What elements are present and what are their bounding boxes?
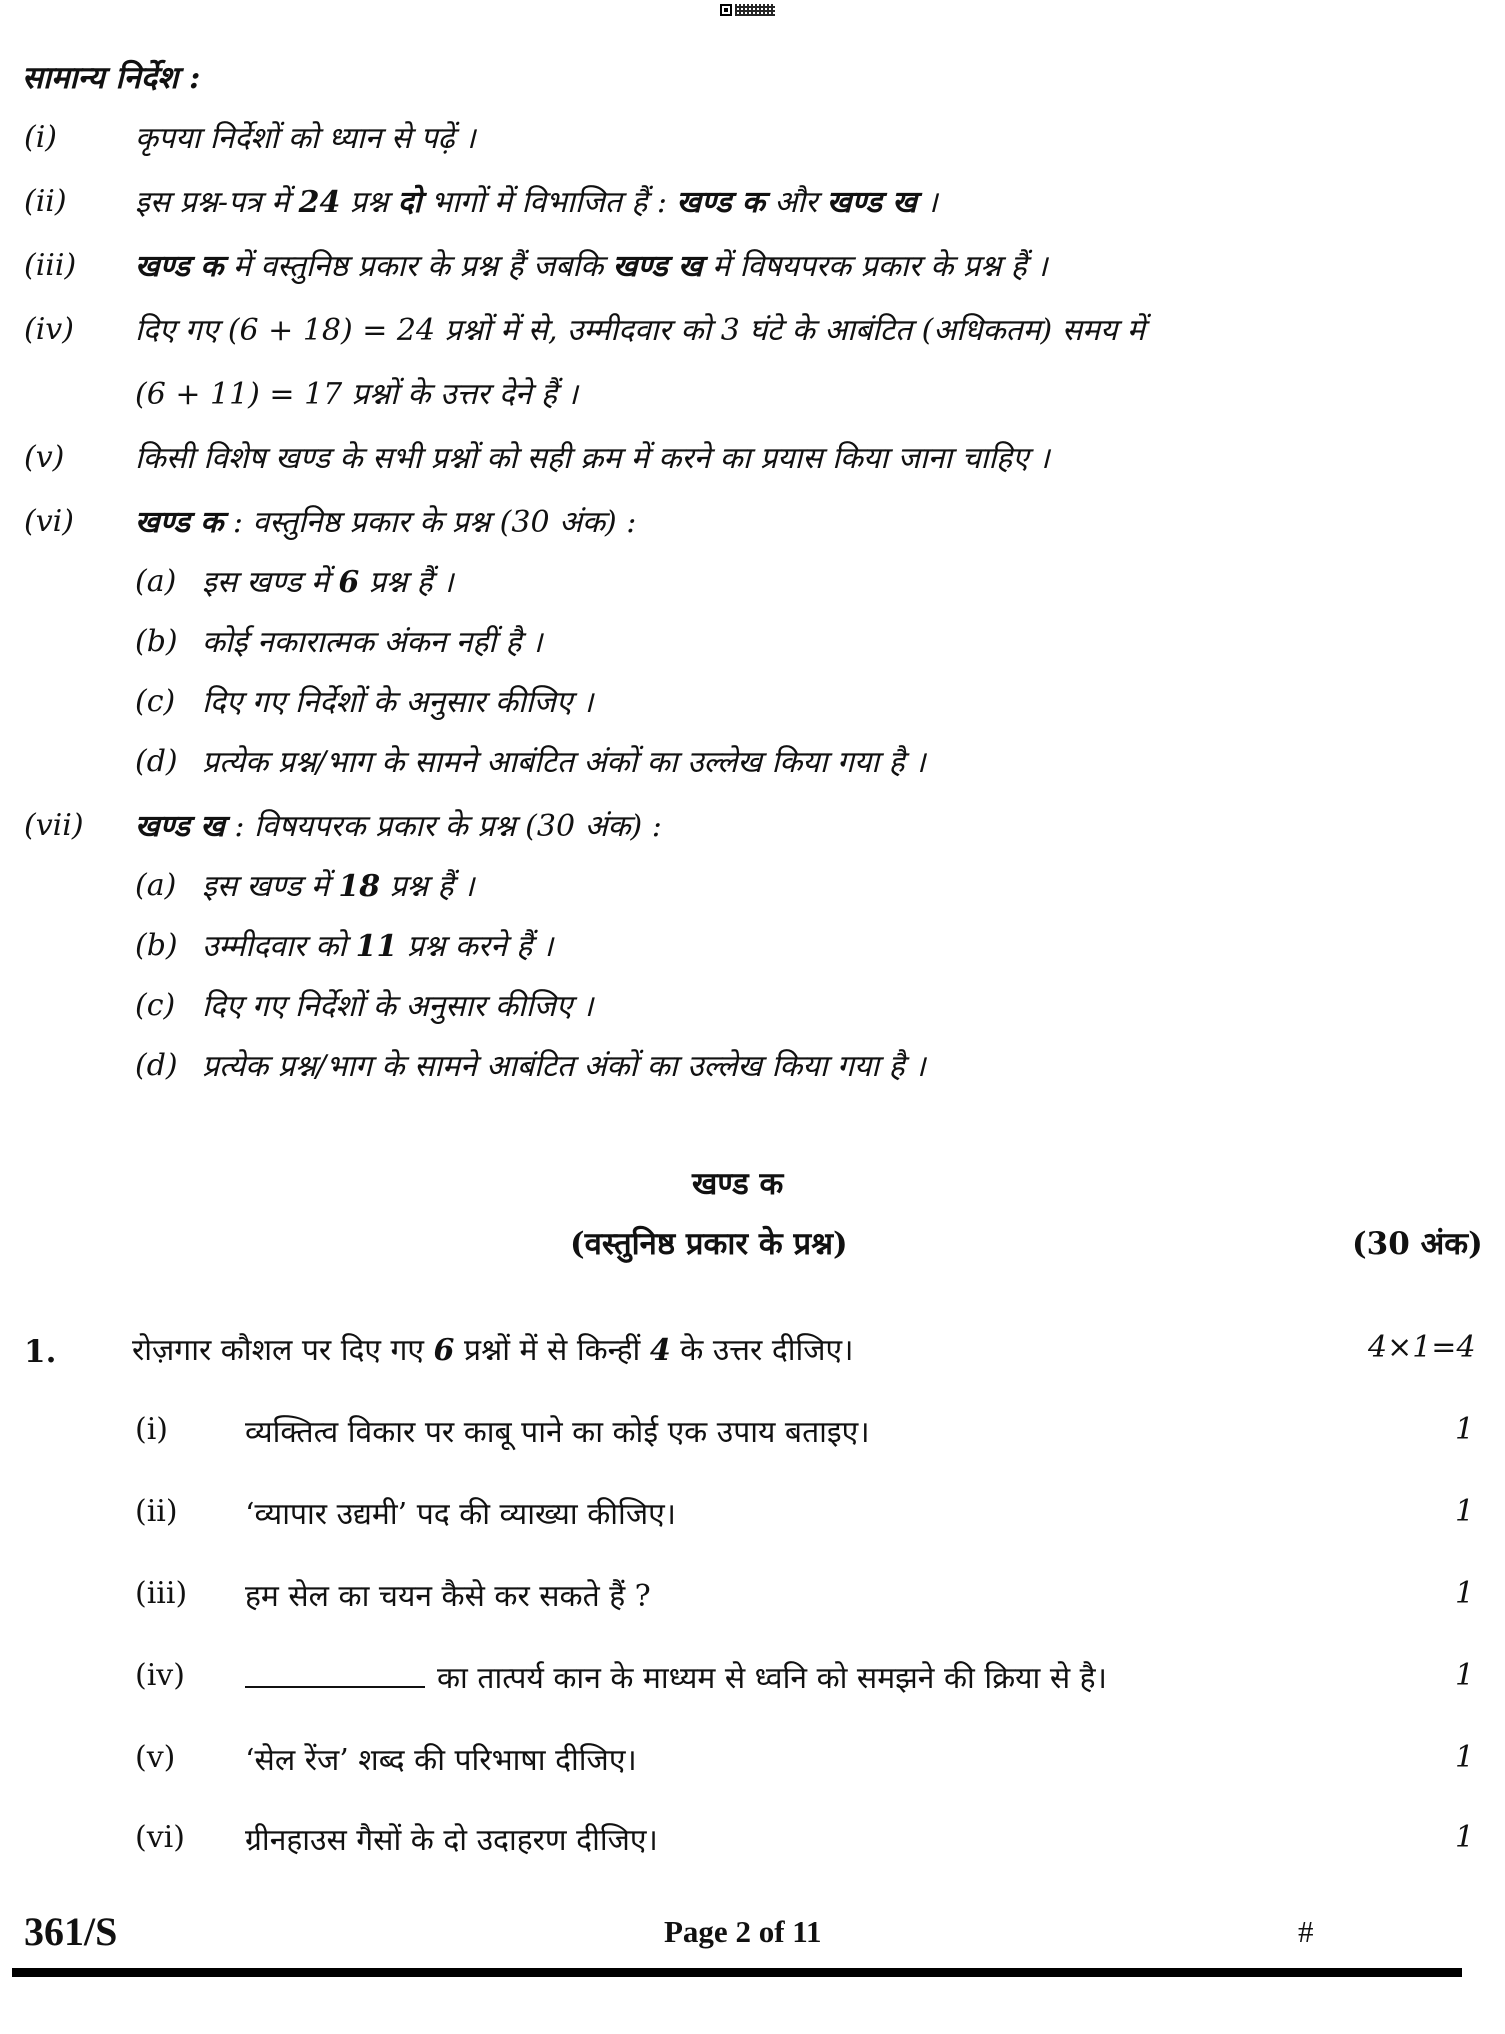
sub-instruction-text: दिए गए निर्देशों के अनुसार कीजिए । [202,989,594,1024]
sub-instruction-num: (d) [135,1048,178,1083]
text-part: इस प्रश्न-पत्र में [135,185,299,220]
bold-part: खण्ड क [135,505,224,540]
bold-part: 24 [298,185,341,220]
text-part: : विषयपरक प्रकार के प्रश्न (30 अंक) : [224,809,662,844]
text-part: भागों में विभाजित हैं : [421,185,677,220]
bold-part: खण्ड ख [612,249,703,284]
instruction-num: (i) [24,120,58,155]
instruction-num: (v) [24,440,65,475]
fill-in-blank [245,1662,425,1688]
instruction-num: (vi) [24,504,74,539]
part-marks: 1 [1455,1494,1475,1529]
part-text: व्यक्तित्व विकार पर काबू पाने का कोई एक उपाय बताइए। [245,1415,870,1450]
sub-instruction-num: (c) [135,988,176,1023]
sub-instruction-num: (c) [135,684,176,719]
instructions-title: सामान्य निर्देश : [22,60,201,96]
part-marks: 1 [1455,1820,1475,1855]
bold-part: खण्ड ख [135,809,225,844]
instruction-num: (ii) [24,184,67,219]
instruction-text [135,804,662,845]
text-part: प्रश्न [340,185,398,220]
text-part: और [764,185,827,220]
bold-part: 6 [433,1333,455,1368]
instruction-text-cont: (6 + 11) = 17 प्रश्नों के उत्तर देने हैं । [135,377,578,412]
instruction-text [135,500,636,541]
bold-part: 4 [649,1333,671,1368]
text-part: उम्मीदवार को [202,929,356,964]
part-num: (vi) [135,1820,185,1855]
qr-pattern-icon [735,4,775,16]
part-num: (ii) [135,1494,178,1529]
paper-code: 361/S [24,1909,118,1954]
instruction-text: किसी विशेष खण्ड के सभी प्रश्नों को सही क्रम में करने का प्रयास किया जाना चाहिए । [135,441,1050,476]
bold-part: खण्ड क [676,185,765,220]
part-marks: 1 [1455,1658,1475,1693]
question-number: 1. [24,1334,57,1370]
section-subtitle: (वस्तुनिष्ठ प्रकार के प्रश्न) [570,1226,848,1262]
part-num: (iv) [135,1658,185,1693]
bold-part: 11 [355,929,398,964]
text-part: इस खण्ड में [202,565,339,600]
text-part: इस खण्ड में [202,869,339,904]
text-part: : वस्तुनिष्ठ प्रकार के प्रश्न (30 अंक) : [223,505,637,540]
page-number: Page 2 of 11 [664,1914,822,1949]
hash-mark: # [1298,1914,1314,1949]
instruction-num: (iv) [24,312,74,347]
section-marks: (30 अंक) [1352,1226,1483,1262]
part-num: (v) [135,1740,176,1775]
sub-instruction-text: प्रत्येक प्रश्न/भाग के सामने आबंटित अंकों का उल्लेख किया गया है । [202,1049,926,1084]
question-marks: 4×1=4 [1368,1330,1476,1365]
instruction-num: (vii) [24,808,84,843]
text-part: रोज़गार कौशल पर दिए गए [132,1333,434,1368]
sub-instruction-num: (b) [135,624,178,659]
sub-instruction-num: (a) [135,868,177,903]
part-num: (iii) [135,1576,188,1611]
section-title: खण्ड क [692,1166,784,1202]
instruction-text: दिए गए (6 + 18) = 24 प्रश्नों में से, उम्मीदवार को 3 घंटे के आबंटित (अधिकतम) समय में [135,313,1145,348]
part-text: ‘व्यापार उद्यमी’ पद की व्याख्या कीजिए। [245,1497,677,1532]
text-part: के उत्तर दीजिए। [670,1333,854,1368]
sub-instruction-text [202,924,553,965]
question-text [132,1328,854,1369]
text-part: में विषयपरक प्रकार के प्रश्न हैं । [702,249,1048,284]
sub-instruction-num: (a) [135,564,177,599]
part-marks: 1 [1455,1412,1475,1447]
text-part: का तात्पर्य कान के माध्यम से ध्वनि को समझने की क्रिया से है। [437,1661,1107,1696]
sub-instruction-text [202,864,474,905]
sub-instruction-text: कोई नकारात्मक अंकन नहीं है । [202,625,543,660]
instruction-text [135,244,1048,285]
bold-part: दो [397,185,422,220]
part-text: हम सेल का चयन कैसे कर सकते हैं ? [245,1579,651,1614]
sub-instruction-text: प्रत्येक प्रश्न/भाग के सामने आबंटित अंकों का उल्लेख किया गया है । [202,745,926,780]
sub-instruction-text: दिए गए निर्देशों के अनुसार कीजिए । [202,685,594,720]
qr-finder-icon [720,4,732,16]
text-part: प्रश्नों में से किन्हीं [454,1333,650,1368]
instruction-text: कृपया निर्देशों को ध्यान से पढ़ें । [135,121,476,156]
part-text [245,1656,1107,1697]
text-part: प्रश्न करने हैं । [397,929,554,964]
bold-part: 18 [338,869,381,904]
qr-code-icon [720,2,778,18]
bold-part: 6 [338,565,360,600]
sub-instruction-num: (d) [135,744,178,779]
instruction-num: (iii) [24,248,77,283]
part-marks: 1 [1455,1576,1475,1611]
sub-instruction-num: (b) [135,928,178,963]
sub-instruction-text [202,560,453,601]
part-num: (i) [135,1412,169,1447]
part-text: ग्रीनहाउस गैसों के दो उदाहरण दीजिए। [245,1823,658,1858]
text-part: प्रश्न हैं । [380,869,475,904]
footer-rule [12,1968,1462,1977]
part-text: ‘सेल रेंज’ शब्द की परिभाषा दीजिए। [245,1743,637,1778]
instruction-text [135,180,938,221]
bold-part: खण्ड ख [826,185,917,220]
bold-part: खण्ड क [135,249,224,284]
text-part: प्रश्न हैं । [359,565,454,600]
part-marks: 1 [1455,1740,1475,1775]
text-part: । [916,185,938,220]
text-part: में वस्तुनिष्ठ प्रकार के प्रश्न हैं जबकि [223,249,613,284]
